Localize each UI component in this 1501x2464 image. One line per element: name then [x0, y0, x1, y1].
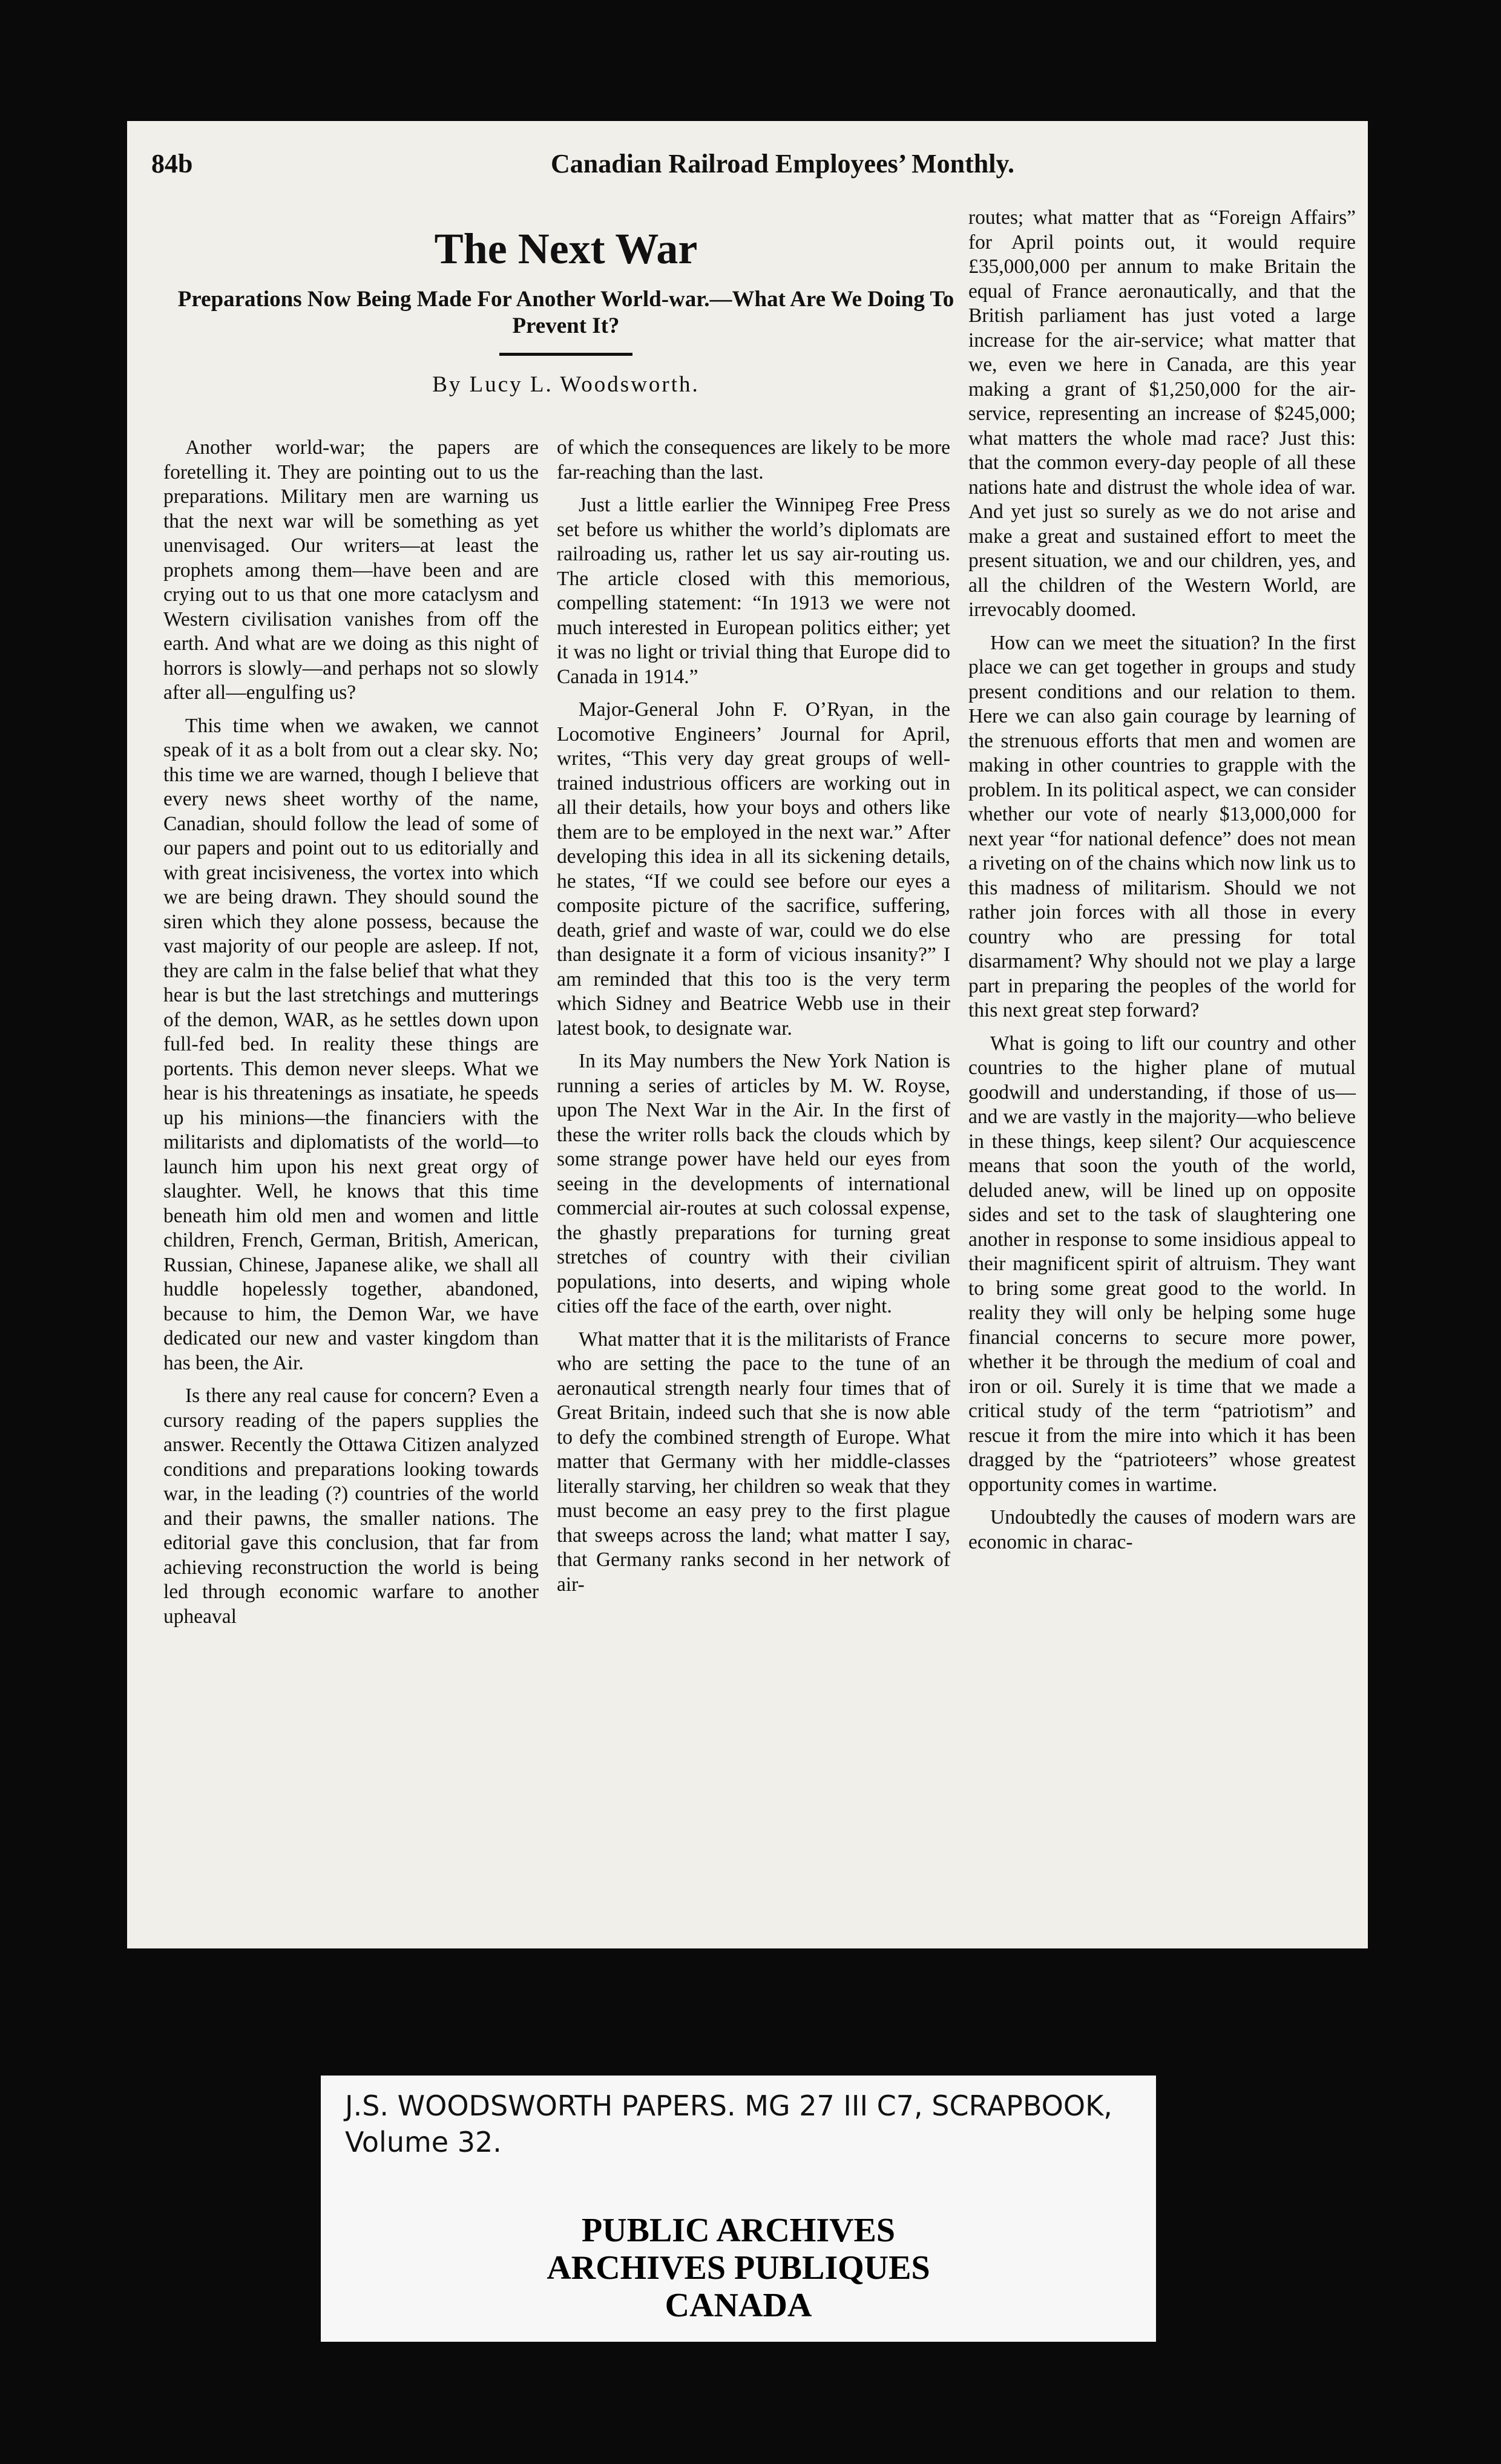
archive-line-english: PUBLIC ARCHIVES: [581, 2212, 896, 2249]
paragraph: Just a little earlier the Winnipeg Free Press set before us whither the world’s diplomats are railroading us, rather let us say air-routing us. The article closed with this memorious, compelling statement: “In 1913 we were not much interested in European politics either; yet it was no light or trivial thing that Europe did to Canada in 1914.”: [557, 494, 950, 688]
text-column-1: [163, 436, 539, 1637]
paragraph: In its May numbers the New York Nation is running a series of articles by M. W. Royse, upon The Next War in the Air. In the first of these the writer rolls back the clouds which by some strange power have held our eyes from seeing in the developments of international commercial air-routes at such colossal expense, the ghastly preparations for turning great stretches of country with their civilian populations, into deserts, and wiping whole cities off the face of the earth, over night.: [557, 1050, 950, 1317]
archive-reference: J.S. WOODSWORTH PAPERS. MG 27 III C7, SCRAPBOOK, Volume 32.: [345, 2089, 1112, 2158]
paragraph: Major-General John F. O’Ryan, in the Locomotive Engineers’ Journal for April, writes, “This very day great groups of well-trained industrious officers are working out in all their details, how your boys and others like them are to be employed in the next war.” After developing this idea in all its sickening details, he states, “If we could see before our eyes a composite picture of the sacrifice, suffering, death, grief and waste of war, could we do else than designate it a form of vicious insanity?” I am reminded that this too is the very term which Sidney and Beatrice Webb use in their latest book, to designate war.: [557, 698, 950, 1040]
text-column-3: [968, 206, 1356, 1563]
paragraph: routes; what matter that as “Foreign Affairs” for April points out, it would require £35,000,000 per annum to make Britain the equal of France aeronautically, and that the British parliament has just voted a large increase for the air-service; what matter that we, even we here in Canada, are this year making a grant of $1,250,000 for the air-service, representing an increase of $245,000; what matters the whole mad race? Just this: that the common every-day people of all these nations hate and distrust the whole idea of war. And yet just so surely as we do not arise and make a great and sustained effort to meet the present situation, we and our children, yes, and all the children of the Western World, are irrevocably doomed.: [968, 206, 1356, 621]
paragraph: What is going to lift our country and other countries to the higher plane of mutual goodwill and understanding, if those of us—and we are vastly in the majority—who believe in these things, keep silent? Our acquiescence means that soon the youth of the world, deluded anew, will be lined up on opposite sides and set to the task of slaughtering one another in response to some insidious appeal to their magnificent spirit of altruism. They want to bring some great good to the world. In reality they will only be helping some huge financial concerns to secure more power, whether it be through the medium of coal and iron or oil. Surely it is time that we made a critical study of the term “patriotism” and rescue it from the mire into which it has been dragged by the “patrioteers” whose greatest opportunity comes in wartime.: [968, 1032, 1356, 1496]
article-subtitle: Preparations Now Being Made For Another World-war.—What Are We Doing To Prevent It?: [177, 287, 954, 338]
page-number: 84b: [151, 149, 193, 179]
text-column-2: [557, 436, 950, 1605]
archive-name: [321, 2212, 1156, 2324]
article-heading: [151, 224, 980, 398]
paragraph: How can we meet the situation? In the first place we can get together in groups and study present conditions and our relation to them. Here we can also gain courage by learning of the strenuous efforts that men and women are making in other countries to grapple with the problem. In its political aspect, we can consider whether our vote of nearly $13,000,000 for next year “for national defence” does not mean a riveting on of the chains which now link us to this madness of militarism. Should we not rather join forces with all those in every country who are pressing for total disarmament? Why should not we play a large part in preparing the peoples of the world for this next great step forward?: [968, 631, 1356, 1021]
title-rule: [499, 353, 632, 356]
archive-stamp: [321, 2076, 1156, 2342]
page-header: [139, 145, 1368, 188]
paragraph: Undoubtedly the causes of modern wars are economic in charac-: [968, 1506, 1356, 1553]
newspaper-clipping: [127, 121, 1368, 1948]
archive-line-french: ARCHIVES PUBLIQUES: [547, 2249, 930, 2287]
article-title: The Next War: [434, 224, 698, 273]
paragraph: What matter that it is the militarists of France who are setting the pace to the tune of an aeronautical strength nearly four times that of Great Britain, indeed such that she is now able to defy the combined strength of Europe. What matter that Germany with her middle-classes literally starving, her children so weak that they must become an easy prey to the first plague that sweeps across the land; what matter I say, that Germany ranks second in her network of air-: [557, 1328, 950, 1596]
article-byline: By Lucy L. Woodsworth.: [432, 372, 700, 397]
archive-line-country: CANADA: [665, 2287, 812, 2324]
running-head: Canadian Railroad Employees’ Monthly.: [551, 149, 1015, 179]
paragraph: This time when we awaken, we cannot speak of it as a bolt from out a clear sky. No; this time we are warned, though I believe that every news sheet worthy of the name, Canadian, should follow the lead of some of our papers and point out to us editorially and with great incisiveness, the vortex into which we are being drawn. They should sound the siren which they alone possess, because the vast majority of our people are asleep. If not, they are calm in the false belief that what they hear is but the last stretchings and mutterings of the demon, WAR, as he settles down upon full-fed bed. In reality these things are portents. This demon never sleeps. What we hear is his threatenings as insatiate, he speeds up his minions—the financiers with the militarists and diplomatists of the world—to launch him upon his next great orgy of slaughter. Well, he knows that this time beneath him old men and women and little children, French, German, British, American, Russian, Chinese, Japanese alike, we shall all huddle hopelessly together, abandoned, because to him, the Demon War, we have dedicated our new and vaster kingdom than has been, the Air.: [163, 714, 539, 1374]
paragraph: of which the consequences are likely to be more far-reaching than the last.: [557, 436, 950, 483]
paragraph: Is there any real cause for concern? Even a cursory reading of the papers supplies the answer. Recently the Ottawa Citizen analyzed conditions and preparations looking towards war, in the leading (?) countries of the world and their pawns, the smaller nations. The editorial gave this conclusion, that far from achieving reconstruction the world is being led through economic warfare to another upheaval: [163, 1384, 539, 1628]
paragraph: Another world-war; the papers are foretelling it. They are pointing out to us the preparations. Military men are warning us that the next war will be something as yet unenvisaged. Our writers—at least the prophets among them—have been and are crying out to us that one more cataclysm and Western civilisation vanishes from off the earth. And what are we doing as this night of horrors is slowly—and perhaps not so slowly after all—engulfing us?: [163, 436, 539, 704]
